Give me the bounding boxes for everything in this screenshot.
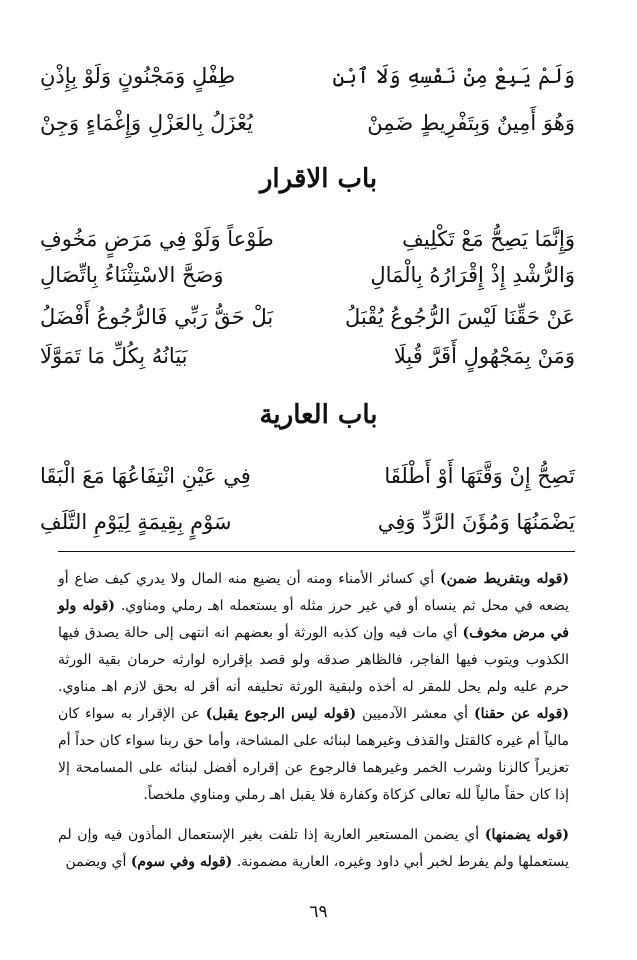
verse-first-hemistich: وَمَنْ بِمَجْهُولٍ أَقَرَّ قُبِلَا [393, 344, 575, 368]
commentary-paragraph [58, 822, 569, 876]
commentary-text: عن الإقرار به سواء كان مالياً أم غيره كالقتل والقذف وغيرهما لبنائه على المشاحة، وأما حق ربنا سواء كان حداً أم تعزيراً كالزنا وشرب الخمر وغيرهما فالرجوع عن إقراره أفضل لبنائه على المسامحة إلا إذا كان حقاً مالياً لله تعالى كزكاة وكفارة فلا يقبل اهـ رملي ومناوي ملخصاً. [58, 706, 569, 803]
verse-line [40, 255, 575, 295]
verse-second-hemistich: سَوْمٍ بِقِيمَةٍ لِيَوْمِ التَّلَفِ [40, 510, 232, 534]
commentary-text: أي يضمن المستعير العارية إذا تلفت بغير الإستعمال المأذون فيه وإن لم يستعملها ولم يفرط لخبر أبي داود وغيره، العارية مضمونة. [58, 827, 569, 870]
verse-line [40, 219, 575, 259]
commentary-lemma: (قوله وبتفريط ضمن) [440, 571, 569, 587]
page-number: ٦٩ [309, 902, 328, 922]
verse-line [40, 456, 575, 496]
commentary-text: أي مات فيه وإن كذبه الورثة أو بعضهم انه انتهى إلى حالة يصدق فيها الكذوب ويتوب فيها الفاجر، فالظاهر صدقه ولو قصد بإقراره لوارثه حرمان بقية الورثة حرم عليه ولم يحل للمقر له أخذه ولبقية الورثة تحليفه أنه أقر له بحق لازم اهـ مناوي. [58, 625, 569, 695]
commentary-text: أي كسائر الأمناء ومنه أن يضيع منه المال ولا يدري كيف ضاع أو يضعه في محل ثم ينساه أو في غير حرز مثله أو يستعمله اهـ رملي ومناوي. [58, 571, 570, 614]
verse-second-hemistich: يُعْزَلُ بِالعَزْلِ وَإِغْمَاءٍ وَجِنْ [40, 111, 253, 135]
verse-line [40, 297, 575, 337]
verse-second-hemistich: طَوْعاً وَلَوْ فِي مَرَضٍ مَخُوفِ [40, 227, 274, 251]
commentary-lemma: (قوله وفي سوم) [130, 854, 233, 870]
verse-line [40, 103, 575, 143]
section-title-ariya: باب العارية [259, 400, 378, 430]
verse-first-hemistich: وَهُوَ أَمِينٌ وَبِتَفْرِيطٍ ضَمِنْ [367, 111, 575, 135]
verse-first-hemistich: عَنْ حَقِّنَا لَيْسَ الرُّجُوعُ يُقْبَلُ [345, 305, 575, 329]
commentary-lemma: (قوله ليس الرجوع يقبل) [205, 706, 357, 722]
verse-line [40, 502, 575, 542]
verse-second-hemistich: فِي عَيْنِ انْتِفَاعُهَا مَعَ الْبَقَا [40, 464, 251, 488]
verse-first-hemistich: تَصِحُّ إِنْ وَقَّتَهَا أَوْ أَطْلَقَا [384, 464, 575, 488]
verse-second-hemistich: بَيَانُهُ بِكُلِّ مَا تَمَوَّلَا [40, 344, 188, 368]
commentary-text: أي ويضمن [65, 854, 131, 870]
commentary-lemma: (قوله عن حقنا) [474, 706, 569, 722]
verse-second-hemistich: طِفْلٍ وَمَجْنُونٍ وَلَوْ بِإِذْنِ [40, 64, 236, 88]
commentary-lemma: (قوله ولو في مرض مخوف) [58, 598, 569, 641]
verse-first-hemistich: يَضْمَنُهَا وَمُؤَنَ الرَّدِّ وَفِي [377, 510, 575, 534]
verse-second-hemistich: وَصَحَّ الاسْتِثْنَاءُ بِاتِّصَالِ [40, 263, 224, 287]
verse-first-hemistich: وَلَمْ يَبِعْ مِنْ نَفْسِهِ وَلَا ٱبْنِ [332, 64, 575, 88]
commentary-text: أي معشر الآدميين [362, 706, 475, 722]
verse-second-hemistich: بَلْ حَقُّ رَبِّي فَالرُّجُوعُ أَفْضَلُ [40, 305, 274, 329]
commentary-paragraph [58, 566, 569, 809]
footnote-divider [58, 551, 575, 552]
verse-first-hemistich: وَالرُّشْدِ إِذْ إِقْرَارُهُ بِالْمَالِ [370, 263, 575, 287]
section-title-iqrar: باب الاقرار [259, 164, 378, 194]
verse-line [40, 56, 575, 96]
commentary-lemma: (قوله يضمنها) [484, 827, 570, 843]
verse-line [40, 336, 575, 376]
verse-first-hemistich: وَإِنَّمَا يَصِحُّ مَعْ تَكْلِيفِ [402, 227, 575, 251]
